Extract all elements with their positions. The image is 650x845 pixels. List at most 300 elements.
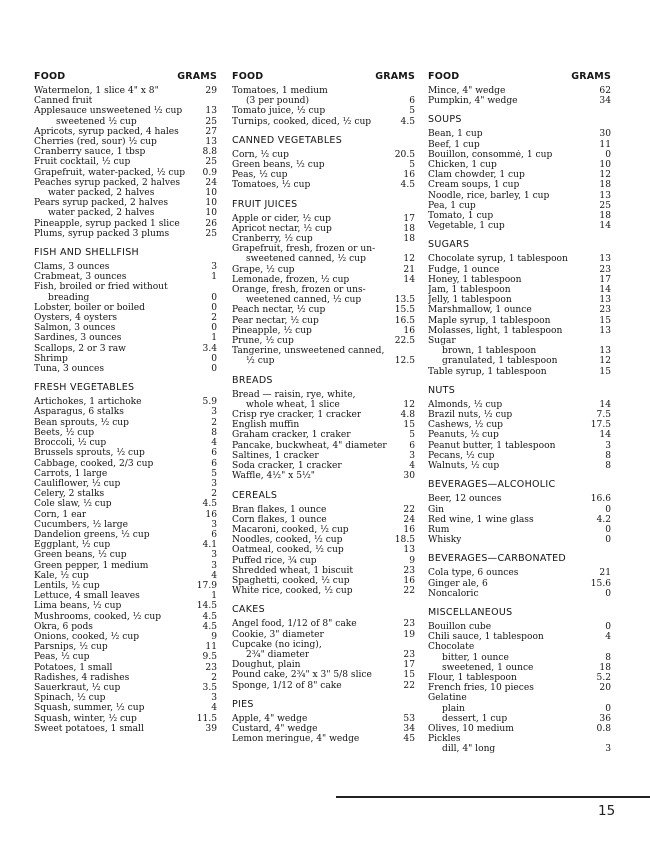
food-row bbox=[232, 586, 415, 596]
food-row bbox=[232, 285, 415, 295]
food-name: Doughut, plain bbox=[232, 660, 301, 671]
food-name: Apricot nectar, ½ cup bbox=[232, 223, 332, 234]
food-name: Lettuce, 4 small leaves bbox=[34, 591, 140, 602]
food-name: Tomatoes, ½ cup bbox=[232, 180, 311, 191]
food-name: Cola type, 6 ounces bbox=[428, 568, 519, 579]
carb-grams: 3.4 bbox=[202, 343, 217, 354]
food-row bbox=[34, 168, 217, 178]
section-title: FRESH VEGETABLES bbox=[34, 382, 135, 394]
food-row bbox=[34, 272, 217, 282]
food-row bbox=[232, 234, 415, 244]
carb-grams: 13 bbox=[205, 106, 217, 117]
food-name: Beets, ½ cup bbox=[34, 427, 95, 438]
carb-grams: 6 bbox=[211, 448, 217, 459]
food-name: Pancake, buckwheat, 4" diameter bbox=[232, 440, 387, 451]
carb-grams: 34 bbox=[403, 723, 415, 734]
carb-grams: 5 bbox=[409, 106, 415, 117]
food-row bbox=[34, 591, 217, 601]
food-name: Fudge, 1 ounce bbox=[428, 264, 500, 275]
food-row bbox=[232, 566, 415, 576]
food-name: Dandelion greens, ½ cup bbox=[34, 529, 150, 540]
carb-grams: 18 bbox=[599, 180, 611, 191]
food-name: Bread — raisin, rye, white, bbox=[232, 389, 356, 400]
carb-grams: 4.5 bbox=[202, 611, 217, 622]
carb-grams: 18 bbox=[599, 662, 611, 673]
food-name: 2¾" diameter bbox=[246, 649, 310, 660]
carb-grams: 16 bbox=[403, 575, 415, 586]
carb-grams: 18.5 bbox=[394, 535, 415, 546]
food-name: Cabbage, cooked, 2/3 cup bbox=[34, 458, 154, 469]
carb-grams: 0 bbox=[211, 364, 217, 375]
food-row bbox=[34, 632, 217, 642]
food-row bbox=[232, 681, 415, 691]
carb-grams: 24 bbox=[205, 177, 217, 188]
carb-grams: 3 bbox=[211, 407, 217, 418]
carb-grams: 36 bbox=[599, 713, 611, 724]
food-row bbox=[428, 356, 611, 366]
column-2 bbox=[232, 70, 415, 744]
food-row bbox=[428, 295, 611, 305]
food-name: Pear nectar, ½ cup bbox=[232, 315, 319, 326]
food-name: sweetened ½ cup bbox=[56, 116, 137, 127]
food-row bbox=[232, 316, 415, 326]
carb-grams: 16 bbox=[403, 170, 415, 181]
food-name: Noodles, cooked, ½ cup bbox=[232, 535, 343, 546]
food-row bbox=[428, 420, 611, 430]
food-row bbox=[232, 295, 415, 305]
food-row bbox=[232, 86, 415, 96]
food-name: Honey, 1 tablespoon bbox=[428, 274, 522, 285]
food-name: Corn, 1 ear bbox=[34, 509, 87, 520]
food-row bbox=[428, 673, 611, 683]
food-row bbox=[232, 265, 415, 275]
food-row bbox=[428, 663, 611, 673]
carb-grams: 17 bbox=[599, 274, 611, 285]
food-row bbox=[428, 400, 611, 410]
food-row bbox=[428, 430, 611, 440]
carb-grams: 5.2 bbox=[596, 672, 611, 683]
food-name: Walnuts, ½ cup bbox=[428, 461, 500, 472]
column-header bbox=[232, 70, 415, 84]
food-name: Onions, cooked, ½ cup bbox=[34, 631, 140, 642]
carb-grams: 4 bbox=[211, 570, 217, 581]
food-row bbox=[232, 180, 415, 190]
food-row bbox=[232, 630, 415, 640]
food-row bbox=[34, 407, 217, 417]
carb-grams: 34 bbox=[599, 96, 611, 107]
food-name: Prune, ½ cup bbox=[232, 336, 294, 347]
carb-grams: 10 bbox=[205, 198, 217, 209]
carb-grams: 3.5 bbox=[202, 682, 217, 693]
food-name: Macaroni, cooked, ½ cup bbox=[232, 524, 349, 535]
food-row bbox=[34, 86, 217, 96]
food-row bbox=[34, 703, 217, 713]
carb-grams: 14 bbox=[599, 285, 611, 296]
carb-grams: 4 bbox=[409, 461, 415, 472]
food-row bbox=[428, 367, 611, 377]
food-row bbox=[232, 650, 415, 660]
carb-grams: 8 bbox=[605, 461, 611, 472]
food-name: sweetened canned, ½ cup bbox=[246, 254, 366, 265]
carb-grams: 13 bbox=[599, 295, 611, 306]
food-row bbox=[428, 326, 611, 336]
food-row bbox=[232, 576, 415, 586]
food-row bbox=[34, 601, 217, 611]
carb-grams: 27 bbox=[205, 126, 217, 137]
food-name: Tomato juice, ½ cup bbox=[232, 106, 326, 117]
food-row bbox=[232, 420, 415, 430]
carb-grams: 9 bbox=[409, 555, 415, 566]
food-row bbox=[232, 724, 415, 734]
food-name: Oysters, 4 oysters bbox=[34, 313, 118, 324]
food-name: Grape, ½ cup bbox=[232, 264, 295, 275]
carb-grams: 11.5 bbox=[196, 713, 217, 724]
carb-grams: 8 bbox=[211, 427, 217, 438]
food-name: Cashews, ½ cup bbox=[428, 420, 503, 431]
carb-grams: 10 bbox=[205, 188, 217, 199]
food-row bbox=[232, 224, 415, 234]
food-row bbox=[232, 150, 415, 160]
carb-grams: 20.5 bbox=[394, 149, 415, 160]
food-name: Apple, 4" wedge bbox=[232, 713, 308, 724]
food-name: Pumpkin, 4" wedge bbox=[428, 96, 518, 107]
food-row bbox=[34, 282, 217, 292]
section-title: FRUIT JUICES bbox=[232, 198, 298, 210]
food-name: Shredded wheat, 1 biscuit bbox=[232, 565, 354, 576]
food-name: Molasses, light, 1 tablespoon bbox=[428, 325, 563, 336]
food-row bbox=[428, 129, 611, 139]
food-row bbox=[34, 313, 217, 323]
food-name: Cole slaw, ½ cup bbox=[34, 499, 112, 510]
food-row bbox=[428, 285, 611, 295]
food-row bbox=[232, 390, 415, 400]
food-row bbox=[34, 293, 217, 303]
carb-grams: 0 bbox=[211, 353, 217, 364]
food-row bbox=[232, 336, 415, 346]
food-name: granulated, 1 tablespoon bbox=[442, 356, 558, 367]
food-name: Pecans, ½ cup bbox=[428, 450, 495, 461]
carb-grams: 22 bbox=[403, 680, 415, 691]
food-name: Jelly, 1 tablespoon bbox=[428, 295, 512, 306]
carb-grams: 26 bbox=[205, 218, 217, 229]
carb-grams: 5 bbox=[409, 430, 415, 441]
food-row bbox=[428, 622, 611, 632]
food-row bbox=[232, 346, 415, 356]
section-title: CAKES bbox=[232, 604, 265, 616]
food-row bbox=[34, 652, 217, 662]
food-name: Scallops, 2 or 3 raw bbox=[34, 343, 126, 354]
section-title: PIES bbox=[232, 698, 254, 710]
carb-grams: 10 bbox=[205, 208, 217, 219]
food-name: Waffle, 4½" x 5½" bbox=[232, 471, 315, 482]
food-name: Graham cracker, 1 craker bbox=[232, 430, 351, 441]
food-name: Cranberry, ½ cup bbox=[232, 234, 313, 245]
carb-grams: 11 bbox=[205, 642, 217, 653]
carb-grams: 2 bbox=[211, 313, 217, 324]
food-row bbox=[428, 525, 611, 535]
food-row bbox=[34, 489, 217, 499]
food-row bbox=[428, 515, 611, 525]
carb-grams: 0 bbox=[605, 588, 611, 599]
food-name: Corn, ½ cup bbox=[232, 149, 289, 160]
carb-grams: 16.6 bbox=[590, 494, 611, 505]
food-row bbox=[428, 265, 611, 275]
food-name: Sauerkraut, ½ cup bbox=[34, 682, 121, 693]
food-row bbox=[428, 275, 611, 285]
food-row bbox=[428, 579, 611, 589]
carb-grams: 13 bbox=[403, 545, 415, 556]
food-row bbox=[428, 744, 611, 754]
carb-grams: 4 bbox=[211, 703, 217, 714]
carb-grams: 3 bbox=[211, 560, 217, 571]
carb-grams: 16.5 bbox=[394, 315, 415, 326]
food-row bbox=[34, 510, 217, 520]
column-header bbox=[428, 70, 611, 84]
food-row bbox=[34, 724, 217, 734]
food-name: Celery, 2 stalks bbox=[34, 489, 105, 500]
section-title: NUTS bbox=[428, 384, 456, 396]
food-row bbox=[232, 619, 415, 629]
carb-grams: 8.8 bbox=[202, 147, 217, 158]
food-name: Apricots, syrup packed, 4 hales bbox=[34, 126, 179, 137]
food-name: Olives, 10 medium bbox=[428, 723, 514, 734]
carb-grams: 23 bbox=[599, 305, 611, 316]
header-grams: GRAMS bbox=[177, 71, 217, 82]
carb-grams: 1 bbox=[211, 272, 217, 283]
food-row bbox=[232, 275, 415, 285]
food-name: Chocolate syrup, 1 tablespoon bbox=[428, 254, 568, 265]
food-row bbox=[428, 724, 611, 734]
food-name: Beef, 1 cup bbox=[428, 139, 480, 150]
food-name: Lentils, ½ cup bbox=[34, 580, 100, 591]
food-name: Green beans, ½ cup bbox=[34, 550, 127, 561]
food-row bbox=[428, 201, 611, 211]
carb-grams: 21 bbox=[599, 568, 611, 579]
carb-grams: 18 bbox=[403, 234, 415, 245]
food-row bbox=[232, 515, 415, 525]
carb-grams: 3 bbox=[211, 693, 217, 704]
carb-grams: 17 bbox=[403, 213, 415, 224]
carb-grams: 16 bbox=[205, 509, 217, 520]
carb-grams: 25 bbox=[205, 228, 217, 239]
food-row bbox=[34, 364, 217, 374]
food-row bbox=[232, 734, 415, 744]
food-row bbox=[34, 188, 217, 198]
carb-grams: 0 bbox=[605, 524, 611, 535]
food-name: Kale, ½ cup bbox=[34, 570, 89, 581]
food-row bbox=[232, 545, 415, 555]
food-row bbox=[232, 660, 415, 670]
food-name: Corn flakes, 1 ounce bbox=[232, 514, 327, 525]
food-name: Peanut butter, 1 tablespoon bbox=[428, 440, 556, 451]
food-name: Artichokes, 1 artichoke bbox=[34, 397, 142, 408]
carb-grams: 53 bbox=[403, 713, 415, 724]
food-row bbox=[34, 397, 217, 407]
food-name: Crabmeat, 3 ounces bbox=[34, 272, 127, 283]
food-row bbox=[34, 550, 217, 560]
food-row bbox=[34, 127, 217, 137]
food-row bbox=[232, 451, 415, 461]
food-row bbox=[232, 244, 415, 254]
food-name: brown, 1 tablespoon bbox=[442, 346, 537, 357]
food-row bbox=[428, 734, 611, 744]
food-name: water packed, 2 halves bbox=[48, 208, 155, 219]
food-row bbox=[34, 499, 217, 509]
carb-grams: 22 bbox=[403, 586, 415, 597]
food-name: Apple or cider, ½ cup bbox=[232, 213, 331, 224]
carb-grams: 13 bbox=[205, 137, 217, 148]
food-name: Puffed rice, ¾ cup bbox=[232, 555, 317, 566]
food-row bbox=[34, 642, 217, 652]
carb-grams: 4 bbox=[211, 438, 217, 449]
food-name: Sugar bbox=[428, 336, 456, 347]
carb-grams: 15 bbox=[599, 366, 611, 377]
food-name: breading bbox=[48, 292, 90, 303]
carb-grams: 0 bbox=[211, 323, 217, 334]
food-row bbox=[34, 303, 217, 313]
food-name: (3 per pound) bbox=[246, 96, 310, 107]
carb-grams: 14 bbox=[599, 221, 611, 232]
food-name: Radishes, 4 radishes bbox=[34, 672, 130, 683]
food-row bbox=[232, 471, 415, 481]
food-name: Canned fruit bbox=[34, 96, 93, 107]
food-name: Grapefruit, fresh, frozen or un- bbox=[232, 244, 376, 255]
carb-grams: 0 bbox=[605, 535, 611, 546]
food-name: Custard, 4" wedge bbox=[232, 723, 318, 734]
food-name: Maple syrup, 1 tablespoon bbox=[428, 315, 551, 326]
carb-grams: 4.5 bbox=[400, 116, 415, 127]
section-title: BEVERAGES—ALCOHOLIC bbox=[428, 479, 556, 491]
food-row bbox=[232, 117, 415, 127]
food-name: Cauliflower, ½ cup bbox=[34, 478, 121, 489]
carb-grams: 4.8 bbox=[400, 410, 415, 421]
food-row bbox=[428, 346, 611, 356]
food-row bbox=[232, 356, 415, 366]
section-title: CEREALS bbox=[232, 489, 278, 501]
carb-grams: 29 bbox=[205, 86, 217, 96]
food-name: Lemonade, frozen, ½ cup bbox=[232, 274, 350, 285]
section-title: SUGARS bbox=[428, 239, 470, 251]
food-row bbox=[34, 581, 217, 591]
carb-grams: 0 bbox=[605, 504, 611, 515]
food-name: Cranberry sauce, 1 tbsp bbox=[34, 147, 146, 158]
carb-grams: 4 bbox=[605, 632, 611, 643]
carb-grams: 4.5 bbox=[400, 180, 415, 191]
carb-grams: 24 bbox=[403, 514, 415, 525]
food-row bbox=[34, 198, 217, 208]
food-name: Oatmeal, cooked, ½ cup bbox=[232, 545, 344, 556]
food-name: Bouillon cube bbox=[428, 621, 492, 632]
carb-grams: 17.5 bbox=[590, 420, 611, 431]
carb-grams: 18 bbox=[403, 223, 415, 234]
food-row bbox=[34, 683, 217, 693]
food-name: Applesauce unsweetened ½ cup bbox=[34, 106, 183, 117]
food-row bbox=[428, 714, 611, 724]
food-name: Orange, fresh, frozen or uns- bbox=[232, 285, 366, 296]
carb-grams: 0 bbox=[211, 302, 217, 313]
food-row bbox=[232, 170, 415, 180]
food-row bbox=[428, 632, 611, 642]
carb-grams: 25 bbox=[205, 157, 217, 168]
section-title: BEVERAGES—CARBONATED bbox=[428, 553, 567, 565]
food-name: Flour, 1 tablespoon bbox=[428, 672, 517, 683]
carb-grams: 15 bbox=[403, 420, 415, 431]
food-name: Lobster, boiler or boiled bbox=[34, 302, 145, 313]
food-row bbox=[34, 561, 217, 571]
food-name: Spinach, ½ cup bbox=[34, 693, 106, 704]
carb-grams: 23 bbox=[403, 619, 415, 630]
food-name: Vegetable, 1 cup bbox=[428, 221, 505, 232]
carb-grams: 14 bbox=[599, 399, 611, 410]
food-name: dill, 4" long bbox=[442, 744, 496, 755]
carb-grams: 6 bbox=[409, 96, 415, 107]
food-name: Cupcake (no icing), bbox=[232, 639, 322, 650]
food-name: Peaches syrup packed, 2 halves bbox=[34, 177, 181, 188]
food-name: Sardines, 3 ounces bbox=[34, 333, 122, 344]
carb-grams: 15.5 bbox=[394, 305, 415, 316]
food-name: Plums, syrup packed 3 plums bbox=[34, 228, 170, 239]
carb-grams: 5 bbox=[409, 160, 415, 171]
food-row bbox=[34, 96, 217, 106]
food-name: Mushrooms, cooked, ½ cup bbox=[34, 611, 162, 622]
carb-grams: 12.5 bbox=[394, 356, 415, 367]
food-row bbox=[34, 530, 217, 540]
food-name: Eggplant, ½ cup bbox=[34, 540, 111, 551]
food-name: water packed, 2 halves bbox=[48, 188, 155, 199]
food-name: Red wine, 1 wine glass bbox=[428, 514, 534, 525]
food-row bbox=[34, 663, 217, 673]
food-name: Crisp rye cracker, 1 cracker bbox=[232, 410, 362, 421]
carb-grams: 22 bbox=[403, 504, 415, 515]
header-food: FOOD bbox=[232, 71, 264, 82]
food-row bbox=[34, 418, 217, 428]
food-name: Lima beans, ½ cup bbox=[34, 601, 122, 612]
food-row bbox=[34, 428, 217, 438]
food-name: Angel food, 1/12 of 8" cake bbox=[232, 619, 357, 630]
carb-grams: 15 bbox=[599, 315, 611, 326]
section-title: CANNED VEGETABLES bbox=[232, 134, 343, 146]
food-row bbox=[34, 673, 217, 683]
food-name: Cookie, 3" diameter bbox=[232, 629, 324, 640]
food-name: Watermelon, 1 slice 4" x 8" bbox=[34, 86, 159, 96]
food-row bbox=[428, 642, 611, 652]
carb-grams: 0.8 bbox=[596, 723, 611, 734]
food-name: Tuna, 3 ounces bbox=[34, 364, 104, 375]
food-name: Pineapple, ½ cup bbox=[232, 325, 312, 336]
carb-grams: 14 bbox=[403, 274, 415, 285]
food-name: Cucumbers, ½ large bbox=[34, 519, 128, 530]
footer-rule bbox=[336, 796, 650, 798]
carb-grams: 8 bbox=[605, 450, 611, 461]
food-row bbox=[232, 430, 415, 440]
food-name: Cream soups, 1 cup bbox=[428, 180, 520, 191]
food-row bbox=[428, 568, 611, 578]
carb-grams: 6 bbox=[409, 440, 415, 451]
food-name: Brussels sprouts, ½ cup bbox=[34, 448, 145, 459]
carb-grams: 2 bbox=[211, 489, 217, 500]
food-row bbox=[34, 219, 217, 229]
carb-grams: 62 bbox=[599, 86, 611, 96]
food-name: Brazil nuts, ½ cup bbox=[428, 410, 513, 421]
food-name: weetened canned, ½ cup bbox=[246, 295, 362, 306]
section-title: BREADS bbox=[232, 374, 273, 386]
carb-grams: 2 bbox=[211, 417, 217, 428]
food-name: Mince, 4" wedge bbox=[428, 86, 506, 96]
carb-grams: 21 bbox=[403, 264, 415, 275]
carb-grams: 3 bbox=[211, 478, 217, 489]
carb-grams: 0 bbox=[605, 703, 611, 714]
food-name: Table syrup, 1 tablespoon bbox=[428, 366, 547, 377]
